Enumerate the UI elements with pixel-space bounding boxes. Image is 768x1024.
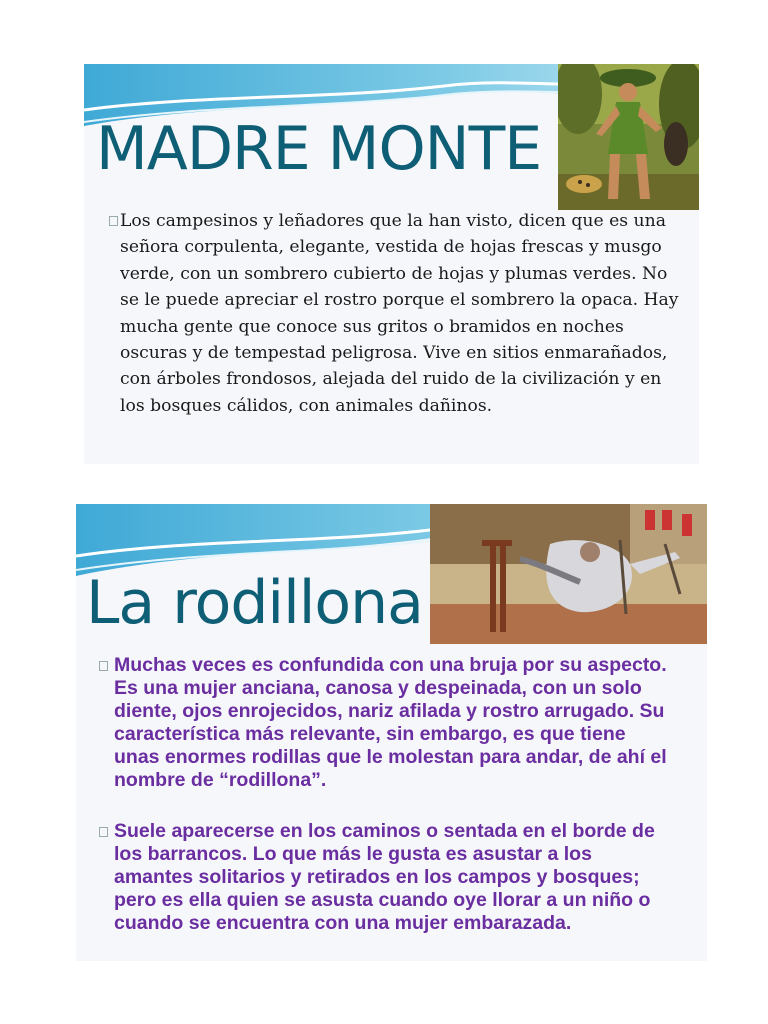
madre-monte-description: Los campesinos y leñadores que la han visto, dicen que es una señora corpulenta, elegante, vestida de hojas frescas y musgo verde, con un sombrero cubierto de hojas y plumas verdes. No se le puede apreciar el rostro porque el sombrero la opaca. Hay mucha gente que conoce sus gritos o bramidos en noches oscuras y de tempestad peligrosa. Vive en sitios enmarañados, con árboles frondosos, alejada del ruido de la civilización y en los bosques cálidos, con animales dañinos. xyxy=(120,211,679,416)
bullet-icon xyxy=(99,661,108,671)
la-rodillona-image xyxy=(430,504,707,644)
slide-title: MADRE MONTE xyxy=(96,114,542,184)
slide-madre-monte xyxy=(84,64,699,464)
slide-la-rodillona xyxy=(76,504,707,961)
rodillona-description-1: Muchas veces es confundida con una bruja por su aspecto. Es una mujer anciana, canosa y despeinada, con un solo diente, ojos enrojecidos, nariz afilada y rostro arrugado. Su característica más relevante, sin embargo, es que tiene unas enormes rodillas que le molestan para andar, de ahí el nombre de “rodillona”. xyxy=(114,654,667,791)
bullet-icon xyxy=(109,216,118,226)
madre-monte-image xyxy=(558,64,699,210)
bullet-icon xyxy=(99,827,108,837)
slide-title: La rodillona xyxy=(86,568,423,638)
rodillona-description-2: Suele aparecerse en los caminos o sentada en el borde de los barrancos. Lo que más le gusta es asustar a los amantes solitarios y retirados en los campos y bosques; pero es ella quien se asusta cuando oye llorar a un niño o cuando se encuentra con una mujer embarazada. xyxy=(114,820,655,934)
